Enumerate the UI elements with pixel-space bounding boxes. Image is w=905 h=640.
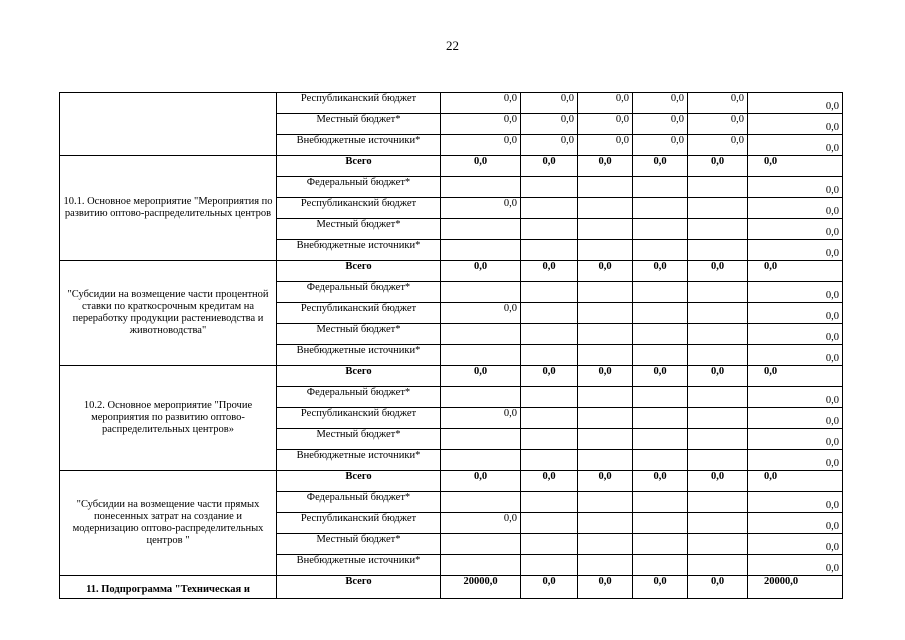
funding-source-cell: Всего [277, 261, 441, 282]
total-value-cell: 0,0 [748, 282, 843, 303]
value-cell [633, 450, 688, 471]
value-cell: 0,0 [578, 261, 633, 282]
value-cell: 0,0 [578, 135, 633, 156]
value-cell [633, 534, 688, 555]
value-cell [688, 408, 748, 429]
funding-source-cell: Республиканский бюджет [277, 198, 441, 219]
value-cell [688, 198, 748, 219]
value-cell: 0,0 [688, 135, 748, 156]
value-cell [521, 345, 578, 366]
funding-source-cell: Внебюджетные источники* [277, 240, 441, 261]
value-cell: 0,0 [688, 471, 748, 492]
value-cell: 0,0 [441, 198, 521, 219]
value-cell [633, 219, 688, 240]
total-value-cell: 0,0 [748, 324, 843, 345]
table-row [60, 156, 843, 177]
value-cell: 0,0 [578, 156, 633, 177]
funding-source-cell: Местный бюджет* [277, 114, 441, 135]
funding-source-cell: Внебюджетные источники* [277, 135, 441, 156]
measure-description-cell [60, 93, 277, 156]
value-cell [578, 555, 633, 576]
value-cell [688, 492, 748, 513]
value-cell [633, 492, 688, 513]
value-cell [633, 324, 688, 345]
value-cell: 0,0 [521, 576, 578, 599]
value-cell [521, 198, 578, 219]
value-cell: 0,0 [521, 114, 578, 135]
value-cell [441, 429, 521, 450]
value-cell [688, 324, 748, 345]
funding-source-cell: Местный бюджет* [277, 429, 441, 450]
value-cell [633, 387, 688, 408]
funding-source-cell: Республиканский бюджет [277, 93, 441, 114]
value-cell [688, 555, 748, 576]
value-cell [441, 555, 521, 576]
value-cell [521, 282, 578, 303]
value-cell [578, 450, 633, 471]
value-cell [578, 408, 633, 429]
funding-source-cell: Федеральный бюджет* [277, 282, 441, 303]
value-cell: 0,0 [633, 135, 688, 156]
value-cell: 20000,0 [441, 576, 521, 599]
value-cell [688, 387, 748, 408]
value-cell [521, 429, 578, 450]
total-value-cell: 0,0 [748, 345, 843, 366]
value-cell: 0,0 [521, 471, 578, 492]
total-value-cell: 0,0 [748, 450, 843, 471]
total-value-cell: 0,0 [748, 177, 843, 198]
value-cell [521, 324, 578, 345]
value-cell [441, 177, 521, 198]
value-cell: 0,0 [578, 471, 633, 492]
value-cell [441, 219, 521, 240]
total-value-cell: 0,0 [748, 198, 843, 219]
table-row [60, 471, 843, 492]
value-cell: 0,0 [578, 114, 633, 135]
value-cell: 0,0 [688, 93, 748, 114]
value-cell: 0,0 [633, 261, 688, 282]
value-cell [578, 282, 633, 303]
value-cell: 0,0 [688, 576, 748, 599]
value-cell [578, 324, 633, 345]
value-cell [688, 303, 748, 324]
funding-source-cell: Всего [277, 366, 441, 387]
total-value-cell: 0,0 [748, 240, 843, 261]
value-cell [578, 177, 633, 198]
funding-source-cell: Республиканский бюджет [277, 303, 441, 324]
total-value-cell: 0,0 [748, 303, 843, 324]
funding-source-cell: Местный бюджет* [277, 534, 441, 555]
measure-description-cell: 10.2. Основное мероприятие "Прочие мероприятия по развитию оптово-распределительных центров» [60, 366, 277, 471]
value-cell [521, 513, 578, 534]
value-cell: 0,0 [633, 471, 688, 492]
value-cell [578, 513, 633, 534]
total-value-cell: 0,0 [748, 534, 843, 555]
value-cell: 0,0 [441, 513, 521, 534]
value-cell [441, 324, 521, 345]
total-value-cell: 0,0 [748, 387, 843, 408]
value-cell [633, 408, 688, 429]
value-cell [521, 555, 578, 576]
value-cell: 0,0 [688, 156, 748, 177]
value-cell: 0,0 [688, 261, 748, 282]
total-value-cell: 0,0 [748, 114, 843, 135]
total-value-cell: 0,0 [748, 408, 843, 429]
funding-source-cell: Всего [277, 576, 441, 599]
value-cell: 0,0 [521, 366, 578, 387]
value-cell: 0,0 [633, 366, 688, 387]
total-value-cell: 0,0 [748, 261, 843, 282]
table-row [60, 261, 843, 282]
page-number: 22 [446, 38, 459, 53]
value-cell [578, 240, 633, 261]
value-cell [578, 534, 633, 555]
funding-source-cell: Местный бюджет* [277, 324, 441, 345]
value-cell: 0,0 [441, 366, 521, 387]
funding-source-cell: Всего [277, 471, 441, 492]
total-value-cell: 0,0 [748, 429, 843, 450]
value-cell [521, 534, 578, 555]
value-cell [633, 240, 688, 261]
value-cell [688, 177, 748, 198]
value-cell [441, 492, 521, 513]
total-value-cell: 0,0 [748, 513, 843, 534]
value-cell: 0,0 [521, 93, 578, 114]
value-cell: 0,0 [441, 114, 521, 135]
funding-source-cell: Внебюджетные источники* [277, 450, 441, 471]
budget-table-body [60, 93, 843, 599]
value-cell [521, 450, 578, 471]
value-cell [688, 345, 748, 366]
funding-source-cell: Внебюджетные источники* [277, 555, 441, 576]
funding-source-cell: Федеральный бюджет* [277, 177, 441, 198]
value-cell [578, 198, 633, 219]
funding-source-cell: Внебюджетные источники* [277, 345, 441, 366]
total-value-cell: 0,0 [748, 492, 843, 513]
value-cell [441, 240, 521, 261]
total-value-cell: 0,0 [748, 366, 843, 387]
funding-source-cell: Всего [277, 156, 441, 177]
value-cell [633, 198, 688, 219]
value-cell [688, 513, 748, 534]
value-cell: 0,0 [441, 471, 521, 492]
value-cell [441, 345, 521, 366]
value-cell: 0,0 [521, 261, 578, 282]
value-cell [688, 282, 748, 303]
value-cell [578, 492, 633, 513]
value-cell [688, 534, 748, 555]
total-value-cell: 0,0 [748, 93, 843, 114]
value-cell [521, 408, 578, 429]
value-cell [633, 303, 688, 324]
total-value-cell: 0,0 [748, 156, 843, 177]
measure-description-cell: "Субсидии на возмещение части прямых понесенных затрат на создание и модернизацию оптово-распределительных центров " [60, 471, 277, 576]
value-cell [633, 513, 688, 534]
value-cell [441, 450, 521, 471]
value-cell: 0,0 [688, 366, 748, 387]
total-value-cell: 20000,0 [748, 576, 843, 599]
value-cell [633, 345, 688, 366]
value-cell: 0,0 [521, 156, 578, 177]
total-value-cell: 0,0 [748, 219, 843, 240]
funding-source-cell: Республиканский бюджет [277, 513, 441, 534]
value-cell [441, 534, 521, 555]
value-cell [688, 219, 748, 240]
value-cell: 0,0 [521, 135, 578, 156]
budget-table [59, 92, 843, 599]
value-cell [441, 387, 521, 408]
value-cell: 0,0 [633, 576, 688, 599]
value-cell [688, 240, 748, 261]
value-cell [521, 387, 578, 408]
funding-source-cell: Республиканский бюджет [277, 408, 441, 429]
value-cell: 0,0 [441, 303, 521, 324]
funding-source-cell: Федеральный бюджет* [277, 492, 441, 513]
funding-source-cell: Федеральный бюджет* [277, 387, 441, 408]
value-cell [578, 429, 633, 450]
value-cell [578, 345, 633, 366]
value-cell: 0,0 [633, 93, 688, 114]
total-value-cell: 0,0 [748, 555, 843, 576]
value-cell [441, 282, 521, 303]
value-cell: 0,0 [578, 576, 633, 599]
value-cell [688, 429, 748, 450]
table-row [60, 366, 843, 387]
value-cell [521, 219, 578, 240]
value-cell [578, 387, 633, 408]
value-cell [578, 219, 633, 240]
value-cell [521, 492, 578, 513]
measure-description-cell: "Субсидии на возмещение части процентной ставки по краткосрочным кредитам на переработку продукции растениеводства и животноводства" [60, 261, 277, 366]
total-value-cell: 0,0 [748, 135, 843, 156]
value-cell: 0,0 [688, 114, 748, 135]
value-cell [578, 303, 633, 324]
value-cell: 0,0 [633, 156, 688, 177]
value-cell: 0,0 [441, 135, 521, 156]
value-cell [633, 429, 688, 450]
total-value-cell: 0,0 [748, 471, 843, 492]
value-cell [688, 450, 748, 471]
value-cell [521, 240, 578, 261]
funding-source-cell: Местный бюджет* [277, 219, 441, 240]
value-cell [521, 303, 578, 324]
table-row [60, 576, 843, 599]
value-cell [633, 282, 688, 303]
value-cell: 0,0 [578, 93, 633, 114]
table-row [60, 93, 843, 114]
value-cell [521, 177, 578, 198]
measure-description-cell: 11. Подпрограмма "Техническая и [60, 576, 277, 599]
value-cell: 0,0 [578, 366, 633, 387]
measure-description-cell: 10.1. Основное мероприятие "Мероприятия по развитию оптово-распределительных центров [60, 156, 277, 261]
value-cell: 0,0 [441, 261, 521, 282]
value-cell [633, 177, 688, 198]
value-cell: 0,0 [441, 408, 521, 429]
value-cell: 0,0 [441, 156, 521, 177]
value-cell: 0,0 [633, 114, 688, 135]
value-cell [633, 555, 688, 576]
value-cell: 0,0 [441, 93, 521, 114]
